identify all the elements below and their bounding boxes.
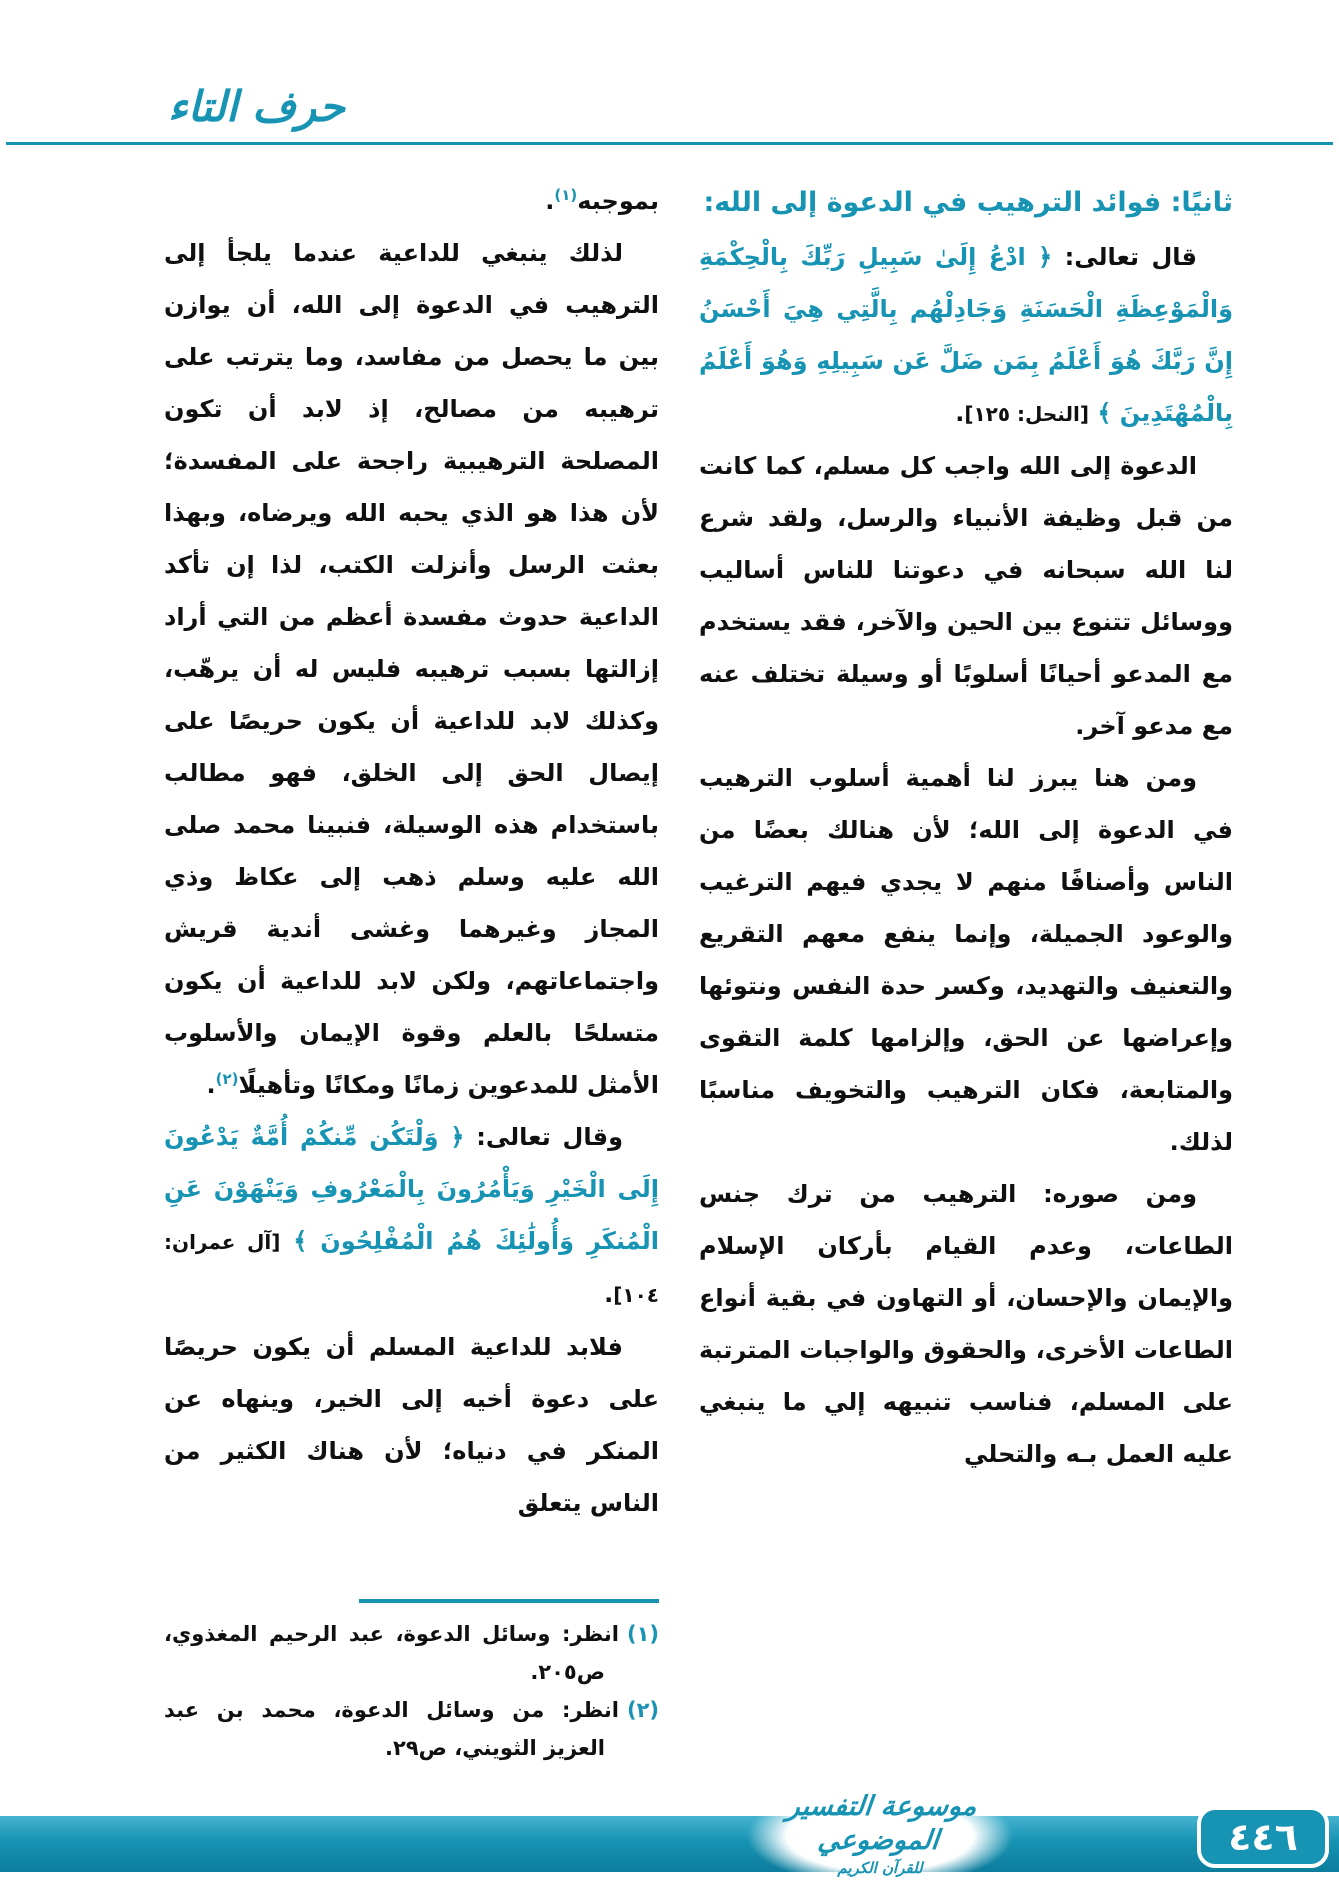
text-segment: ومن هنا يبرز لنا أهمية أسلوب الترهيب في الدعوة إلى الله؛ لأن هنالك بعضًا من الناس وأصنافًا منهم لا يجدي فيهم الترغيب والوعود الجميلة، وإنما ينفع معهم التقريع والتعنيف والتهديد، وكسر حدة النفس ونتوئها وإعراضها عن الحق، وإلزامها كلمة التقوى والمتابعة، فكان الترهيب والتخويف مناسبًا لذلك. bbox=[699, 764, 1233, 1156]
chapter-title: حرف التاء bbox=[168, 82, 345, 131]
footnote-text: انظر: وسائل الدعوة، عبد الرحيم المغذوي، ص٢٠٥. bbox=[164, 1622, 619, 1684]
text-segment: فلابد للداعية المسلم أن يكون حريصًا على دعوة أخيه إلى الخير، وينهاه عن المنكر في دنياه؛ لأن هناك الكثير من الناس يتعلق bbox=[164, 1333, 659, 1517]
paragraph bbox=[164, 175, 659, 227]
text-segment: . bbox=[545, 187, 555, 215]
text-segment: بموجبه bbox=[577, 187, 659, 215]
emblem-title: موسوعة التفسير الموضوعي bbox=[785, 1791, 979, 1856]
paragraph bbox=[699, 752, 1233, 1168]
footnote-item bbox=[164, 1691, 659, 1767]
quran-verse: ﴿ ادْعُ إِلَىٰ سَبِيلِ رَبِّكَ بِالْحِكْمَةِ وَالْمَوْعِظَةِ الْحَسَنَةِ وَجَادِلْهُم بِالَّتِي هِيَ أَحْسَنُ إِنَّ رَبَّكَ هُوَ أَعْلَمُ بِمَن ضَلَّ عَن سَبِيلِهِ وَهُوَ أَعْلَمُ بِالْمُهْتَدِينَ ﴾ bbox=[699, 243, 1233, 427]
footnotes-area bbox=[164, 1599, 659, 1771]
paragraph bbox=[699, 231, 1233, 440]
page-number: ٤٤٦ bbox=[1228, 1815, 1298, 1859]
footnote-separator bbox=[359, 1599, 659, 1603]
footnote-ref: (٢) bbox=[215, 1070, 239, 1088]
column-left-body bbox=[164, 175, 659, 1529]
text-segment: لذلك ينبغي للداعية عندما يلجأ إلى الترهيب في الدعوة إلى الله، أن يوازن بين ما يحصل من مفاسد، وما يترتب على ترهيبه من مصالح، إذ لابد أن تكون المصلحة الترهيبية راجحة على المفسدة؛ لأن هذا هو الذي يحبه الله ويرضاه، وبهذا بعثت الرسل وأنزلت الكتب، لذا إن تأكد الداعية حدوث مفسدة أعظم من التي أراد إزالتها بسبب ترهيبه فليس له أن يرهّب، وكذلك لابد للداعية أن يكون حريصًا على إيصال الحق إلى الخلق، فهو مطالب باستخدام هذه الوسيلة، فنبينا محمد صلى الله عليه وسلم ذهب إلى عكاظ وذي المجاز وغيرهما وغشى أندية قريش واجتماعاتهم، ولكن لابد للداعية أن يكون متسلحًا بالعلم وقوة الإيمان والأسلوب الأمثل للمدعوين زمانًا ومكانًا وتأهيلًا bbox=[164, 239, 659, 1099]
paragraph bbox=[699, 440, 1233, 752]
text-segment: . bbox=[955, 399, 965, 427]
text-segment: الدعوة إلى الله واجب كل مسلم، كما كانت من قبل وظيفة الأنبياء والرسل، ولقد شرع لنا الله سبحانه في دعوتنا للناس أساليب ووسائل تتنوع بين الحين والآخر، فقد يستخدم مع المدعو أحيانًا أسلوبًا أو وسيلة تختلف عنه مع مدعو آخر. bbox=[699, 452, 1233, 740]
verse-reference: [النحل: ١٢٥] bbox=[964, 402, 1089, 426]
quran-verse: ﴿ وَلْتَكُن مِّنكُمْ أُمَّةٌ يَدْعُونَ إِلَى الْخَيْرِ وَيَأْمُرُونَ بِالْمَعْرُوفِ وَيَنْهَوْنَ عَنِ الْمُنكَرِ وَأُولَٰئِكَ هُمُ الْمُفْلِحُونَ ﴾ bbox=[164, 1123, 660, 1255]
text-segment: . bbox=[206, 1071, 216, 1099]
column-left bbox=[164, 175, 659, 1771]
verse-reference: [آل عمران: ١٠٤] bbox=[164, 1230, 659, 1307]
footnote-item bbox=[164, 1615, 659, 1691]
text-segment: . bbox=[604, 1280, 614, 1308]
text-segment: وقال تعالى: bbox=[464, 1123, 623, 1151]
paragraph bbox=[164, 1321, 659, 1529]
heading-text: ثانيًا: فوائد الترهيب في الدعوة إلى الله: bbox=[703, 187, 1233, 218]
section-heading bbox=[699, 175, 1233, 231]
footer-bar bbox=[0, 1816, 1339, 1872]
paragraph bbox=[164, 227, 659, 1111]
emblem-subtitle: للقرآن الكريم bbox=[837, 1859, 923, 1877]
footnote-number: (١) bbox=[626, 1622, 659, 1646]
footnotes-list bbox=[164, 1615, 659, 1767]
footnote-ref: (١) bbox=[554, 186, 578, 204]
text-segment: ومن صوره: الترهيب من ترك جنس الطاعات، وعدم القيام بأركان الإسلام والإيمان والإحسان، أو التهاون في بقية أنواع الطاعات الأخرى، والحقوق والواجبات المترتبة على المسلم، فناسب تنبيهه إلي ما ينبغي عليه العمل بـه والتحلي bbox=[699, 1180, 1233, 1468]
text-segment: قال تعالى: bbox=[1052, 243, 1197, 271]
column-right bbox=[699, 175, 1233, 1771]
publisher-emblem bbox=[747, 1786, 1013, 1886]
paragraph bbox=[699, 1168, 1233, 1480]
page-number-badge bbox=[1197, 1806, 1329, 1868]
footnote-number: (٢) bbox=[626, 1698, 659, 1722]
footnote-text: انظر: من وسائل الدعوة، محمد بن عبد العزيز الثويني، ص٢٩. bbox=[164, 1698, 619, 1760]
page-header bbox=[0, 0, 1339, 145]
paragraph bbox=[164, 1111, 659, 1321]
content-columns bbox=[0, 145, 1339, 1771]
